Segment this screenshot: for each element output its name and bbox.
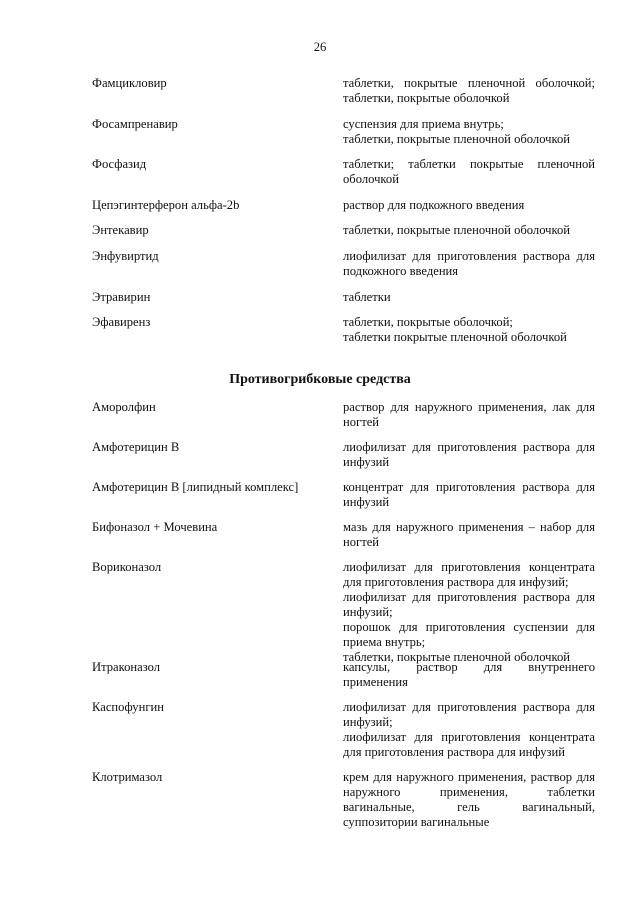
dosage-form-line: таблетки, покрытые оболочкой; [343,315,513,329]
dosage-form-line: для приготовления раствора для инфузий [343,745,565,759]
dosage-form-line: оболочкой [343,172,399,186]
drug-name: Амфотерицин В [липидный комплекс] [92,480,299,494]
dosage-form-line: таблетки, покрытые пленочной оболочкой [343,132,571,146]
dosage-form-line: инфузий; [343,715,393,729]
dosage-form [343,660,595,690]
dosage-form-line: порошок для приготовления суспензии для [343,620,595,634]
dosage-form-line: лиофилизат для приготовления раствора для [343,590,595,604]
dosage-form-line: концентрат для приготовления раствора для [343,480,595,494]
dosage-form-line: мазь для наружного применения – набор для [343,520,595,534]
dosage-form-line: лиофилизат для приготовления раствора для [343,440,595,454]
dosage-form [343,117,595,147]
dosage-form-line: наружного применения, таблетки [343,785,595,799]
drug-name: Каспофунгин [92,700,164,714]
dosage-form-line: таблетки, покрытые пленочной оболочкой [343,223,571,237]
dosage-form-line: для приготовления раствора для инфузий; [343,575,569,589]
drug-name: Этравирин [92,290,151,304]
dosage-form-line: лиофилизат для приготовления раствора для [343,249,595,263]
drug-name: Клотримазол [92,770,163,784]
dosage-form-line: инфузий; [343,605,393,619]
dosage-form-line: капсулы, раствор для внутреннего [343,660,595,674]
dosage-form-line: таблетки, покрытые оболочкой [343,91,510,105]
dosage-form-line: приема внутрь; [343,635,426,649]
drug-name: Бифоназол + Мочевина [92,520,218,534]
drug-name: Амфотерицин В [92,440,180,454]
dosage-form-line: крем для наружного применения, раствор для [343,770,595,784]
dosage-form [343,157,595,187]
drug-name: Фамцикловир [92,76,167,90]
dosage-form-line: таблетки, покрытые пленочной оболочкой; [343,76,595,90]
dosage-form [343,400,595,430]
dosage-form-line: ногтей [343,415,380,429]
drug-name: Итраконазол [92,660,161,674]
dosage-form-line: раствор для наружного применения, лак для [343,400,595,414]
dosage-form [343,560,595,665]
dosage-form-line: раствор для подкожного введения [343,198,525,212]
dosage-form-line: лиофилизат для приготовления концентрата [343,730,595,744]
dosage-form [343,290,595,305]
dosage-form-line: таблетки покрытые пленочной оболочкой [343,330,567,344]
dosage-form [343,700,595,760]
dosage-form-line: подкожного введения [343,264,459,278]
dosage-form [343,223,595,238]
drug-name: Аморолфин [92,400,156,414]
dosage-form-line: применения [343,675,408,689]
dosage-form-line: суспензия для приема внутрь; [343,117,504,131]
dosage-form [343,315,595,345]
page-number: 26 [313,40,327,54]
dosage-form-line: таблетки, покрытые пленочной оболочкой [343,650,571,664]
dosage-form-line: инфузий [343,455,390,469]
dosage-form [343,520,595,550]
drug-name: Вориконазол [92,560,162,574]
dosage-form-line: вагинальные, гель вагинальный, [343,800,595,814]
dosage-form [343,198,595,213]
dosage-form [343,770,595,830]
dosage-form [343,249,595,279]
dosage-form [343,480,595,510]
drug-name: Энфувиртид [92,249,159,263]
drug-name: Цепэгинтерферон альфа-2b [92,198,240,212]
drug-name: Фосфазид [92,157,147,171]
dosage-form-line: лиофилизат для приготовления раствора для [343,700,595,714]
dosage-form [343,76,595,106]
section-title: Противогрибковые средства [229,372,411,387]
drug-name: Энтекавир [92,223,149,237]
dosage-form-line: таблетки; таблетки покрытые пленочной [343,157,595,171]
dosage-form-line: ногтей [343,535,380,549]
drug-name: Фосампренавир [92,117,178,131]
dosage-form-line: лиофилизат для приготовления концентрата [343,560,595,574]
drug-name: Эфавиренз [92,315,151,329]
dosage-form [343,440,595,470]
dosage-form-line: инфузий [343,495,390,509]
dosage-form-line: суппозитории вагинальные [343,815,490,829]
dosage-form-line: таблетки [343,290,391,304]
